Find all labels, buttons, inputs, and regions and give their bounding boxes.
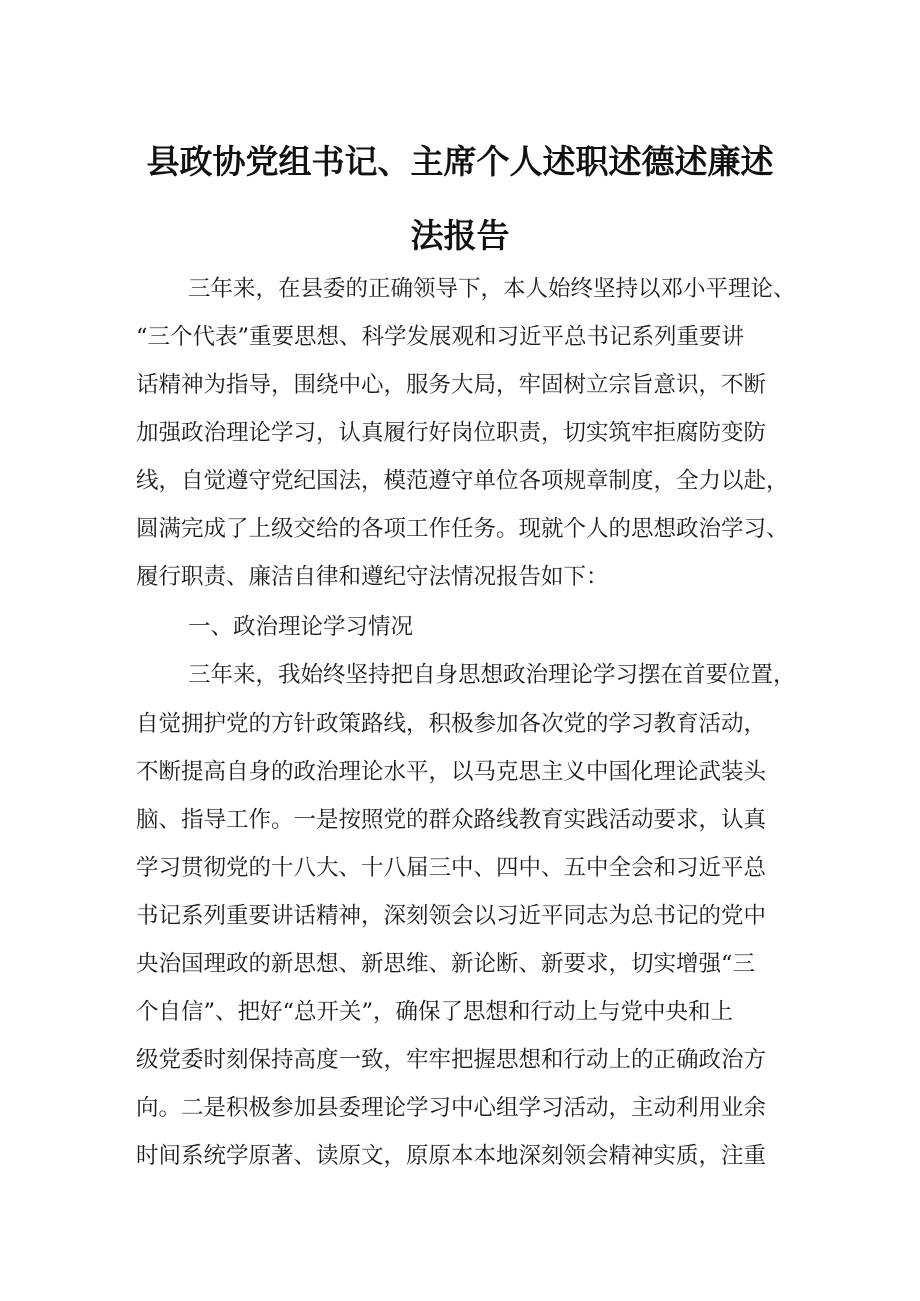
paragraph-line: “三个代表”重要思想、科学发展观和习近平总书记系列重要讲 bbox=[136, 324, 745, 350]
paragraph-line: 自觉拥护党的方针政策路线，积极参加各次党的学习教育活动， bbox=[136, 711, 767, 737]
document-title-line-2: 法报告 bbox=[410, 216, 510, 255]
paragraph-line: 线，自觉遵守党纪国法，模范遵守单位各项规章制度，全力以赴， bbox=[136, 468, 789, 494]
paragraph-line: 脑、指导工作。一是按照党的群众路线教育实践活动要求，认真 bbox=[136, 807, 767, 833]
paragraph-line: 时间系统学原著、读原文，原原本本地深刻领会精神实质，注重 bbox=[136, 1143, 767, 1169]
document-title-line-1: 县政协党组书记、主席个人述职述德述廉述 bbox=[146, 142, 774, 181]
paragraph-line: 圆满完成了上级交给的各项工作任务。现就个人的思想政治学习、 bbox=[136, 516, 789, 542]
paragraph-line: 三年来，在县委的正确领导下，本人始终坚持以邓小平理论、 bbox=[188, 276, 796, 302]
section-heading: 一、政治理论学习情况 bbox=[188, 614, 414, 640]
paragraph-line: 履行职责、廉洁自律和遵纪守法情况报告如下： bbox=[136, 564, 609, 590]
paragraph-line: 书记系列重要讲话精神，深刻领会以习近平同志为总书记的党中 bbox=[136, 903, 767, 929]
paragraph-line: 加强政治理论学习，认真履行好岗位职责，切实筑牢拒腐防变防 bbox=[136, 420, 767, 446]
paragraph-line: 个自信”、把好“总开关”，确保了思想和行动上与党中央和上 bbox=[136, 999, 734, 1025]
paragraph-line: 级党委时刻保持高度一致，牢牢把握思想和行动上的正确政治方 bbox=[136, 1047, 767, 1073]
paragraph-line: 向。二是积极参加县委理论学习中心组学习活动，主动利用业余 bbox=[136, 1095, 767, 1121]
paragraph-line: 话精神为指导，围绕中心，服务大局，牢固树立宗旨意识，不断 bbox=[136, 372, 767, 398]
paragraph-line: 不断提高自身的政治理论水平，以马克思主义中国化理论武装头 bbox=[136, 759, 767, 785]
paragraph-line: 学习贯彻党的十八大、十八届三中、四中、五中全会和习近平总 bbox=[136, 855, 767, 881]
paragraph-line: 三年来，我始终坚持把自身思想政治理论学习摆在首要位置， bbox=[188, 662, 796, 688]
paragraph-line: 央治国理政的新思想、新思维、新论断、新要求，切实增强“三 bbox=[136, 951, 756, 977]
